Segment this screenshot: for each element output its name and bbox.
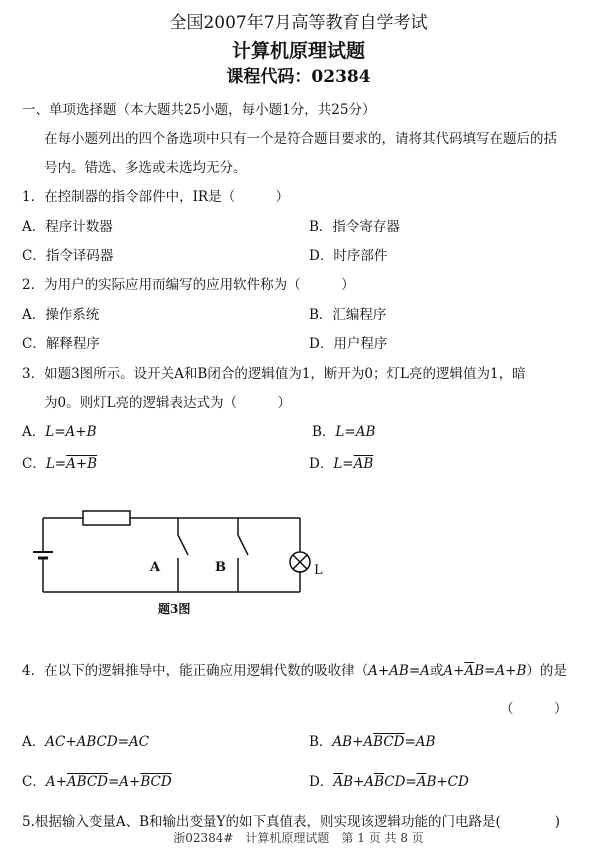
q4-option-d	[309, 770, 469, 790]
q1-option-b: B．指令寄存器	[309, 219, 400, 235]
q3-a-expression: L=A+B	[45, 424, 97, 440]
switch-a-label: A	[150, 560, 161, 575]
q4-d-overline-c: $\overline{A}$	[416, 774, 427, 790]
option-label: D．	[309, 774, 334, 790]
lamp-label: L	[314, 563, 323, 578]
q4-stem-expr-1: A+AB=A	[368, 663, 430, 679]
q3-d-lhs: L=	[333, 456, 354, 472]
resistor	[83, 511, 130, 525]
q3-c-lhs: L=	[45, 456, 67, 472]
q3-d-overline-expression: $\overline{AB}$	[353, 456, 374, 472]
q2-option-c: C．解释程序	[22, 336, 100, 352]
q4-d-expr-b: CD=	[384, 774, 417, 790]
q4-b-expr-b: =AB	[404, 734, 436, 750]
q4-c-overline-1: ABCD	[66, 774, 108, 790]
q3-b-expression: L=AB	[335, 424, 376, 440]
q1-option-d: D．时序部件	[309, 248, 388, 264]
q4-stem-expr-2b: B=A+B	[474, 663, 527, 679]
option-label: A．	[22, 734, 46, 750]
q4-d-overline-a: $\overline{A}$	[333, 774, 344, 790]
q4-answer-paren: （ ）	[500, 701, 568, 717]
q1-stem: 1．在控制器的指令部件中，IR是（ ）	[22, 189, 290, 205]
q3-c-overline-expression: A+B	[66, 456, 98, 472]
paper-title: 计算机原理试题	[231, 40, 365, 62]
q4-stem-expr-2a: A+	[443, 663, 465, 679]
q4-c-overline-2: $\overline{BCD}$	[140, 774, 172, 790]
q3-option-c	[22, 452, 97, 472]
q2-stem: 2．为用户的实际应用而编写的应用软件称为（ ）	[22, 277, 355, 293]
q2-option-b: B．汇编程序	[309, 307, 387, 323]
figure-caption: 题3图	[158, 602, 191, 616]
q4-stem-prefix: 4．在以下的逻辑推导中，能正确应用逻辑代数的吸收律（	[22, 663, 369, 679]
q3-option-b	[312, 420, 375, 440]
q4-stem-suffix: ）的是	[526, 663, 567, 679]
q4-option-c	[22, 770, 172, 790]
q4-b-overline: $\overline{BCD}$	[373, 734, 405, 750]
course-code: 课程代码：02384	[226, 67, 371, 87]
q3-stem-line-2: 为0。则灯L亮的逻辑表达式为（ ）	[44, 395, 292, 411]
option-label: B．	[309, 734, 333, 750]
switch-a-blade	[178, 535, 188, 555]
q4-stem	[22, 659, 567, 679]
option-label: B．	[312, 424, 336, 440]
q3-option-d	[309, 452, 373, 472]
q1-option-a: A．程序计数器	[22, 219, 113, 235]
q4-stem-expr-2-abar: $\overline{A}$	[464, 663, 475, 679]
q4-a-expression: AC+ABCD=AC	[45, 734, 150, 750]
option-label: C．	[22, 456, 46, 472]
q3-option-a	[22, 420, 97, 440]
q4-option-a	[22, 730, 149, 750]
q4-c-expr-a: A+	[45, 774, 67, 790]
q3-stem-line-1: 3．如题3图所示。设开关A和B闭合的逻辑值为1，断开为0；灯L亮的逻辑值为1，暗	[22, 366, 526, 382]
q4-stem-or: 或	[429, 663, 444, 679]
page-footer: 浙02384# 计算机原理试题 第 1 页 共 8 页	[173, 831, 424, 845]
option-label: D．	[309, 456, 334, 472]
option-label: A．	[22, 424, 46, 440]
q4-d-overline-b: $\overline{B}$	[374, 774, 385, 790]
switch-b-label: B	[215, 560, 226, 575]
q4-d-expr-c: B+CD	[426, 774, 469, 790]
q4-option-b	[309, 730, 435, 750]
option-label: C．	[22, 774, 46, 790]
q1-option-c: C．指令译码器	[22, 248, 114, 264]
q4-b-expr-a: AB+A	[332, 734, 374, 750]
exam-title: 全国2007年7月高等教育自学考试	[169, 13, 428, 33]
switch-b-blade	[238, 535, 248, 555]
instructions-line-2: 号内。错选、多选或未选均无分。	[44, 160, 247, 176]
q4-c-expr-b: =A+	[107, 774, 141, 790]
circuit-diagram	[28, 500, 323, 625]
section-heading: 一、单项选择题（本大题共25小题，每小题1分，共25分）	[22, 102, 376, 118]
q2-option-a: A．操作系统	[22, 307, 100, 323]
q2-option-d: D．用户程序	[309, 336, 388, 352]
q4-d-expr-a: B+A	[343, 774, 375, 790]
instructions-line-1: 在每小题列出的四个备选项中只有一个是符合题目要求的，请将其代码填写在题后的括	[44, 131, 557, 147]
q5-stem: 5.根据输入变量A、B和输出变量Y的如下真值表，则实现该逻辑功能的门电路是( )	[22, 814, 560, 830]
